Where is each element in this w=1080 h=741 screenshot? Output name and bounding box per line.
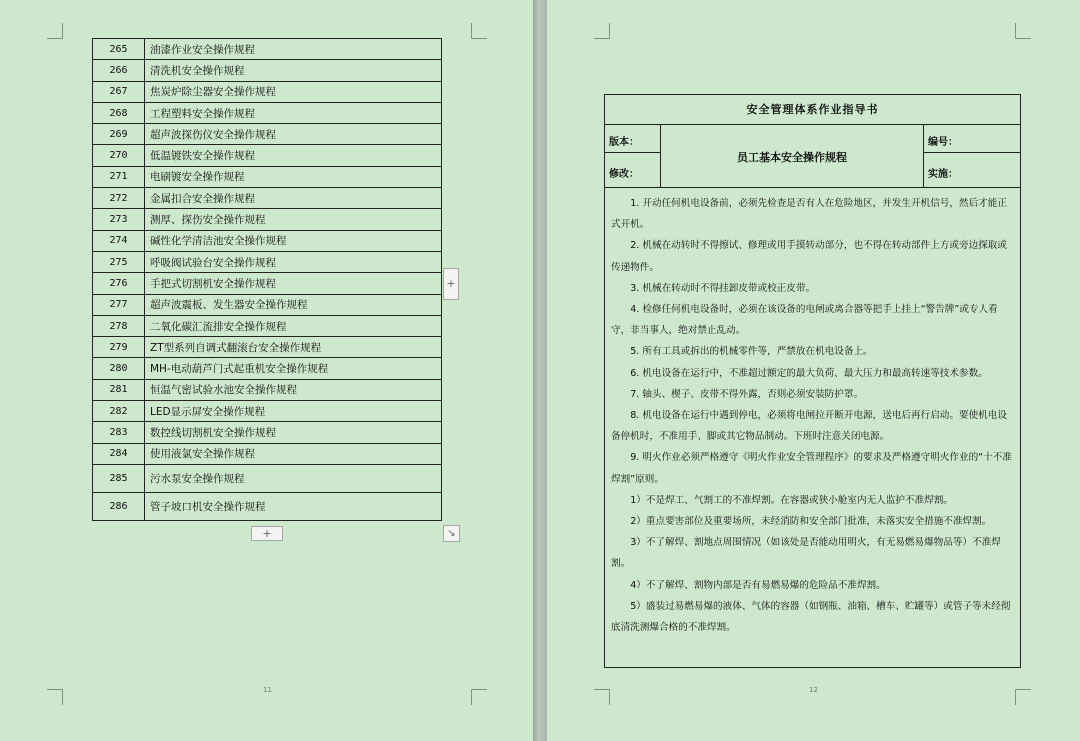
table-row bbox=[93, 492, 442, 520]
row-number[interactable]: 283 bbox=[93, 422, 145, 443]
table-row bbox=[93, 124, 442, 145]
table-row bbox=[93, 358, 442, 379]
row-number[interactable]: 273 bbox=[93, 209, 145, 230]
row-number[interactable]: 275 bbox=[93, 251, 145, 272]
crop-mark bbox=[471, 689, 487, 705]
row-title[interactable]: 数控线切割机安全操作规程 bbox=[145, 422, 442, 443]
crop-mark bbox=[1015, 23, 1031, 39]
row-number[interactable]: 269 bbox=[93, 124, 145, 145]
doc-meta bbox=[605, 125, 1020, 188]
row-number[interactable]: 281 bbox=[93, 379, 145, 400]
rule-paragraph: 3. 机械在转动时不得挂卸皮带或校正皮带。 bbox=[630, 282, 816, 294]
crop-mark bbox=[1015, 689, 1031, 705]
row-title[interactable]: 碱性化学清洁池安全操作规程 bbox=[145, 230, 442, 251]
row-title[interactable]: 超声波震板、发生器安全操作规程 bbox=[145, 294, 442, 315]
page-number: 12 bbox=[809, 686, 818, 694]
row-number[interactable]: 274 bbox=[93, 230, 145, 251]
row-number[interactable]: 266 bbox=[93, 60, 145, 81]
row-title[interactable]: 使用液氯安全操作规程 bbox=[145, 443, 442, 464]
page-number: 11 bbox=[263, 686, 272, 694]
table-row bbox=[93, 209, 442, 230]
rule-paragraph: 3）不了解焊、割地点周围情况（如该处是否能动用明火，有无易燃易爆物品等）不准焊割。 bbox=[611, 537, 1001, 570]
revision-label: 修改： bbox=[609, 169, 639, 180]
table-row bbox=[93, 294, 442, 315]
row-number[interactable]: 267 bbox=[93, 81, 145, 102]
add-column-button[interactable]: + bbox=[443, 268, 459, 300]
page-gutter bbox=[533, 0, 547, 741]
row-title[interactable]: LED显示屏安全操作规程 bbox=[145, 401, 442, 422]
row-number[interactable]: 280 bbox=[93, 358, 145, 379]
left-page bbox=[0, 0, 533, 741]
doc-body bbox=[605, 188, 1020, 638]
row-number[interactable]: 270 bbox=[93, 145, 145, 166]
rule-paragraph: 1. 开动任何机电设备前，必须先检查是否有人在危险地区，并发生开机信号，然后才能正式开机。 bbox=[611, 198, 1007, 231]
number-label: 编号： bbox=[928, 137, 958, 148]
table-row bbox=[93, 230, 442, 251]
implement-label: 实施： bbox=[928, 169, 958, 180]
table-row bbox=[93, 188, 442, 209]
crop-mark bbox=[47, 689, 63, 705]
table-row bbox=[93, 443, 442, 464]
table-row bbox=[93, 145, 442, 166]
row-title[interactable]: 清洗机安全操作规程 bbox=[145, 60, 442, 81]
row-title[interactable]: 污水泵安全操作规程 bbox=[145, 464, 442, 492]
table-row bbox=[93, 315, 442, 336]
add-row-button[interactable]: + bbox=[251, 526, 283, 541]
row-number[interactable]: 277 bbox=[93, 294, 145, 315]
work-instruction-table bbox=[604, 94, 1021, 668]
row-title[interactable]: 手把式切割机安全操作规程 bbox=[145, 273, 442, 294]
row-number[interactable]: 276 bbox=[93, 273, 145, 294]
rule-paragraph: 6. 机电设备在运行中，不准超过额定的最大负荷、最大压力和最高转速等技术参数。 bbox=[630, 367, 988, 379]
row-title[interactable]: ZT型系列自调式翻滚台安全操作规程 bbox=[145, 337, 442, 358]
rule-paragraph: 8. 机电设备在运行中遇到停电，必须将电闸拉开断开电源，送电后再行启动。要使机电设备停机时，不准用手、脚或其它物品制动。下班时注意关闭电源。 bbox=[611, 410, 1007, 443]
table-resize-handle[interactable]: ↘ bbox=[443, 525, 460, 542]
row-number[interactable]: 272 bbox=[93, 188, 145, 209]
row-number[interactable]: 282 bbox=[93, 401, 145, 422]
row-number[interactable]: 271 bbox=[93, 166, 145, 187]
crop-mark bbox=[471, 23, 487, 39]
row-title[interactable]: MH-电动葫芦门式起重机安全操作规程 bbox=[145, 358, 442, 379]
table-row bbox=[93, 102, 442, 123]
crop-mark bbox=[594, 23, 610, 39]
row-number[interactable]: 279 bbox=[93, 337, 145, 358]
row-title[interactable]: 呼吸阀试验台安全操作规程 bbox=[145, 251, 442, 272]
row-title[interactable]: 焦炭炉除尘器安全操作规程 bbox=[145, 81, 442, 102]
table-row bbox=[93, 273, 442, 294]
table-row bbox=[93, 251, 442, 272]
row-title[interactable]: 二氧化碳汇流排安全操作规程 bbox=[145, 315, 442, 336]
rule-paragraph: 2. 机械在动转时不得擦试、修理或用手摸转动部分，也不得在转动部件上方或旁边探取或传递物件。 bbox=[611, 240, 1007, 273]
table-row bbox=[93, 401, 442, 422]
row-title[interactable]: 金属扣合安全操作规程 bbox=[145, 188, 442, 209]
table-row bbox=[93, 422, 442, 443]
row-title[interactable]: 超声波探伤仪安全操作规程 bbox=[145, 124, 442, 145]
row-title[interactable]: 油漆作业安全操作规程 bbox=[145, 39, 442, 60]
table-row bbox=[93, 166, 442, 187]
table-row bbox=[93, 337, 442, 358]
doc-title: 安全管理体系作业指导书 bbox=[605, 95, 1020, 125]
doc-subject: 员工基本安全操作规程 bbox=[737, 151, 847, 164]
table-row bbox=[93, 60, 442, 81]
row-title[interactable]: 恒温气密试验水池安全操作规程 bbox=[145, 379, 442, 400]
row-title[interactable]: 工程塑料安全操作规程 bbox=[145, 102, 442, 123]
rule-paragraph: 7. 轴头、楔子、皮带不得外露，否则必须安装防护罩。 bbox=[630, 388, 864, 400]
row-number[interactable]: 265 bbox=[93, 39, 145, 60]
rule-paragraph: 2）重点要害部位及重要场所，未经消防和安全部门批准，未落实安全措施不准焊割。 bbox=[630, 516, 992, 528]
row-title[interactable]: 管子坡口机安全操作规程 bbox=[145, 492, 442, 520]
rule-paragraph: 5. 所有工具或拆出的机械零件等，严禁放在机电设备上。 bbox=[630, 346, 873, 358]
row-title[interactable]: 测厚、探伤安全操作规程 bbox=[145, 209, 442, 230]
rule-paragraph: 4. 检修任何机电设备时，必须在该设备的电闸或离合器等把手上挂上“警告牌”或专人看守，非当事人，绝对禁止乱动。 bbox=[611, 304, 998, 337]
row-title[interactable]: 电刷镀安全操作规程 bbox=[145, 166, 442, 187]
rule-paragraph: 5）盛装过易燃易爆的液体、气体的容器（如钢瓶、油箱、槽车、贮罐等）或管子等未经彻底清洗测爆合格的不准焊割。 bbox=[611, 600, 1011, 634]
table-row bbox=[93, 379, 442, 400]
rule-paragraph: 4）不了解焊、割物内部是否有易燃易爆的危险品不准焊割。 bbox=[630, 579, 886, 591]
row-number[interactable]: 284 bbox=[93, 443, 145, 464]
table-row bbox=[93, 464, 442, 492]
row-number[interactable]: 285 bbox=[93, 464, 145, 492]
version-label: 版本： bbox=[609, 137, 639, 148]
table-row bbox=[93, 39, 442, 60]
table-row bbox=[93, 81, 442, 102]
row-number[interactable]: 286 bbox=[93, 492, 145, 520]
row-number[interactable]: 268 bbox=[93, 102, 145, 123]
rule-paragraph: 1）不是焊工、气割工的不准焊割。在容器或狭小舱室内无人监护不准焊割。 bbox=[630, 494, 953, 506]
crop-mark bbox=[47, 23, 63, 39]
row-number[interactable]: 278 bbox=[93, 315, 145, 336]
procedure-list-table bbox=[92, 38, 442, 521]
row-title[interactable]: 低温镀铁安全操作规程 bbox=[145, 145, 442, 166]
rule-paragraph: 9. 明火作业必须严格遵守《明火作业安全管理程序》的要求及严格遵守明火作业的“十不准焊割”原则。 bbox=[611, 452, 1012, 485]
crop-mark bbox=[594, 689, 610, 705]
